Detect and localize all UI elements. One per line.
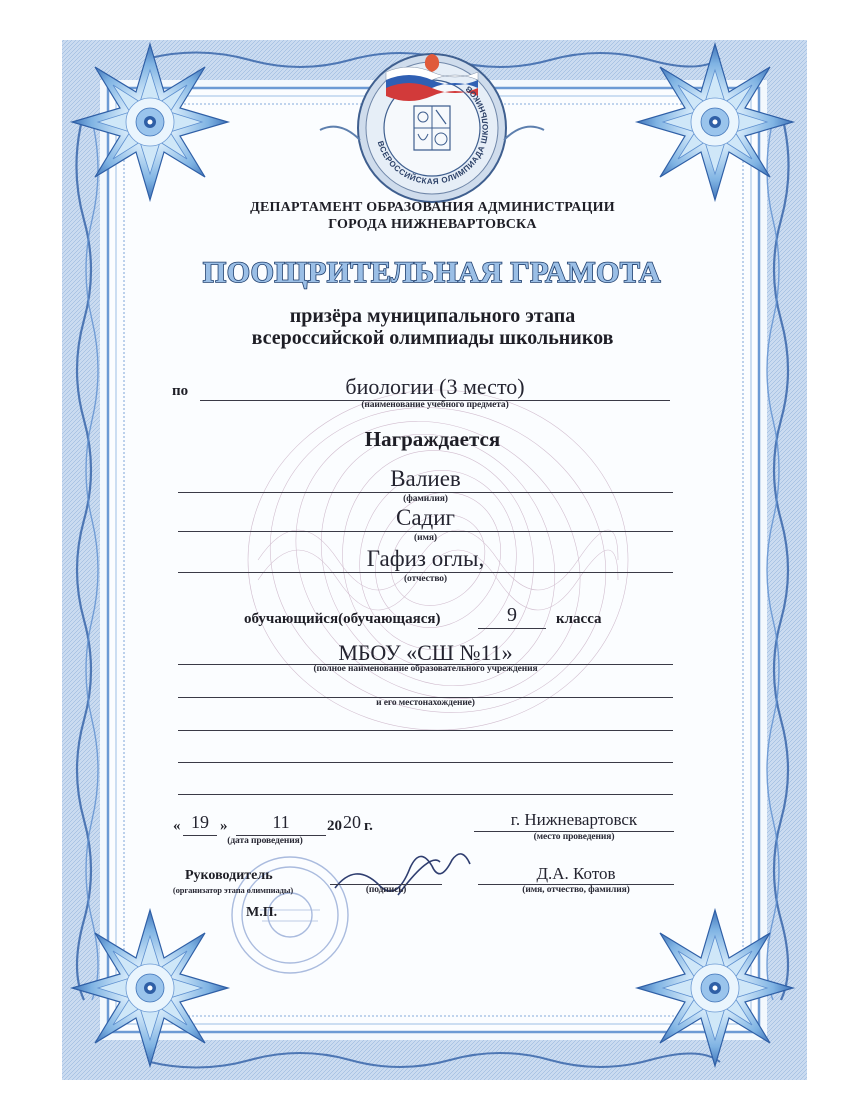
grade-label-before: обучающийся(обучающаяся) [244,611,441,627]
grade-line [478,628,546,629]
date-year-prefix: 20 [327,818,342,834]
subject-value: биологии (3 место) [345,374,525,399]
date-open-quote: « [173,818,181,834]
place-value: г. Нижневартовск [510,810,638,829]
subtitle-line-2: всероссийской олимпиады школьников [251,327,614,349]
date-year-suffix: 20 [343,812,361,832]
emblem-ring-text: ВСЕРОССИЙСКАЯ ОЛИМПИАДА ШКОЛЬНИКОВ [375,83,491,187]
subject-caption: (наименование учебного предмета) [361,400,509,410]
emblem-ring [358,54,506,202]
sign-caption: (подпись) [365,885,407,895]
role-caption: (организатор этапа олимпиады) [172,885,294,895]
signer-caption: (имя, отчество, фамилия) [522,885,630,895]
patronymic-value: Гафиз оглы, [366,546,485,571]
awarded-label: Награждается [364,427,501,451]
date-caption: (дата проведения) [227,836,303,846]
name-value: Садиг [396,505,455,530]
surname-caption: (фамилия) [403,494,448,504]
role-label: Руководитель [185,868,273,883]
signer-name: Д.А. Котов [536,864,616,883]
date-day: 19 [191,812,209,832]
svg-text:ВСЕРОССИЙСКАЯ ОЛИМПИАДА ШКОЛЬН [376,84,490,186]
blank-line-1 [178,730,673,731]
patronymic-line [178,572,673,573]
org-line-2: ГОРОДА НИЖНЕВАРТОВСКА [328,217,537,232]
org-line-1: ДЕПАРТАМЕНТ ОБРАЗОВАНИЯ АДМИНИСТРАЦИИ [250,200,615,215]
surname-value: Валиев [390,466,461,491]
date-month: 11 [272,812,290,832]
patronymic-caption: (отчество) [403,574,447,584]
subtitle-line-1: призёра муниципального этапа [289,305,576,327]
certificate-title [180,248,685,292]
subject-prefix: по [172,383,189,399]
date-close-quote: » [220,818,228,834]
place-caption: (место проведения) [533,832,615,842]
surname-line [178,492,673,493]
school-caption-2: и его местонахождение) [376,698,475,708]
name-line [178,531,673,532]
grade-label-after: класса [556,611,602,627]
blank-line-3 [178,794,673,795]
grade-value: 9 [507,604,517,626]
seal-label: М.П. [246,905,278,920]
blank-line-2 [178,762,673,763]
name-caption: (имя) [414,533,437,543]
school-caption-1: (полное наименование образовательного учреждения [313,664,538,674]
school-value: МБОУ «СШ №11» [338,640,513,665]
date-day-line [183,835,217,836]
date-year-unit: г. [364,818,373,834]
title-text: ПООЩРИТЕЛЬНАЯ ГРАМОТА [202,256,662,289]
